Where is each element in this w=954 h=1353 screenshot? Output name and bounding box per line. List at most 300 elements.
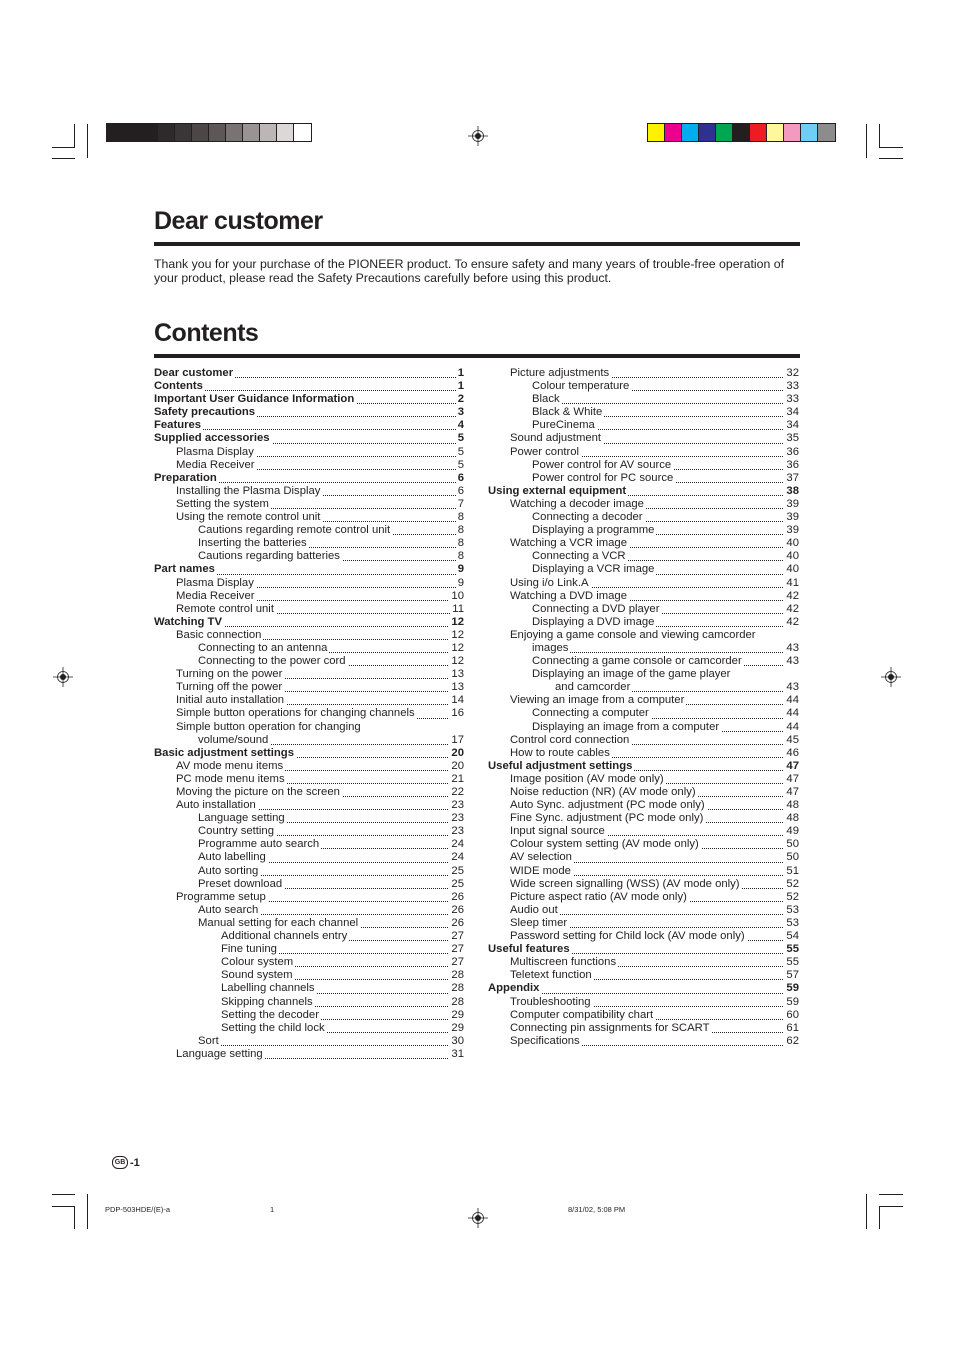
toc-entry-title: Computer compatibility chart <box>510 1008 654 1021</box>
registration-mark-icon <box>53 667 73 687</box>
toc-entry[interactable] <box>488 1022 799 1035</box>
toc-entry-page: 34 <box>786 406 799 419</box>
toc-entry-title: Colour system <box>221 956 294 969</box>
toc-entry-title: Wide screen signalling (WSS) (AV mode only) <box>510 877 740 890</box>
toc-entry[interactable] <box>154 982 464 995</box>
toc-entry[interactable] <box>154 367 464 380</box>
heading-contents: Contents <box>154 319 259 347</box>
toc-entry-page: 42 <box>786 602 799 615</box>
color-swatch <box>209 124 226 141</box>
toc-entry[interactable] <box>488 668 799 681</box>
toc-entry-page: 12 <box>451 615 464 628</box>
toc-entry[interactable] <box>154 1009 464 1022</box>
toc-entry[interactable] <box>154 878 464 891</box>
toc-entry[interactable] <box>154 393 464 406</box>
toc-entry-title: Power control for AV source <box>532 458 672 471</box>
toc-entry-title: Sound adjustment <box>510 432 602 445</box>
color-swatch <box>192 124 209 141</box>
toc-entry-page: 47 <box>786 759 799 772</box>
toc-entry-title: Power control for PC source <box>532 471 674 484</box>
toc-entry-title: Watching a DVD image <box>510 589 627 602</box>
toc-entry-page: 27 <box>451 930 464 943</box>
toc-entry[interactable] <box>154 825 464 838</box>
toc-entry-page: 8 <box>457 537 464 550</box>
footer-sheet: 1 <box>270 1205 275 1214</box>
toc-entry-page: 20 <box>451 746 464 759</box>
toc-entry-page: 11 <box>452 602 464 615</box>
toc-entry-title: Displaying a VCR image <box>532 563 655 576</box>
toc-entry-title: How to route cables <box>510 746 610 759</box>
toc-entry-title: Turning off the power <box>176 681 283 694</box>
toc-entry-page: 14 <box>451 694 464 707</box>
color-swatch <box>784 124 801 141</box>
toc-entry[interactable] <box>154 577 464 590</box>
toc-entry-title: Using external equipment <box>488 484 627 497</box>
toc-entry[interactable] <box>488 721 799 734</box>
registration-mark-icon <box>468 126 488 146</box>
toc-entry[interactable] <box>154 446 464 459</box>
toc-entry[interactable] <box>488 485 799 498</box>
toc-entry-page: 23 <box>451 799 464 812</box>
toc-entry-title: Skipping channels <box>221 995 313 1008</box>
toc-entry[interactable] <box>488 996 799 1009</box>
toc-entry-title: Supplied accessories <box>154 432 270 445</box>
toc-entry-title: PC mode menu items <box>176 772 285 785</box>
toc-entry-page: 54 <box>786 930 799 943</box>
color-swatch <box>818 124 835 141</box>
toc-entry-page: 28 <box>451 969 464 982</box>
color-swatch <box>107 124 124 141</box>
toc-entry[interactable] <box>488 812 799 825</box>
toc-entry-title: Specifications <box>510 1034 580 1047</box>
toc-entry-page: 23 <box>451 825 464 838</box>
toc-entry-title: Fine Sync. adjustment (PC mode only) <box>510 812 704 825</box>
toc-entry[interactable] <box>154 1035 464 1048</box>
toc-entry-page: 5 <box>457 432 464 445</box>
toc-entry[interactable] <box>488 590 799 603</box>
toc-entry-page: 6 <box>457 484 464 497</box>
toc-entry-title: Labelling channels <box>221 982 315 995</box>
toc-entry[interactable] <box>488 511 799 524</box>
toc-entry-title: Watching a VCR image <box>510 537 627 550</box>
toc-entry-title: WIDE mode <box>510 864 571 877</box>
toc-entry-title: Control cord connection <box>510 733 630 746</box>
toc-entry-page: 53 <box>786 903 799 916</box>
toc-entry-page: 9 <box>457 576 464 589</box>
toc-entry-title: Dear customer <box>154 367 234 379</box>
toc-entry-page: 27 <box>451 943 464 956</box>
toc-entry-title: Image position (AV mode only) <box>510 772 664 785</box>
color-swatch <box>716 124 733 141</box>
toc-entry-page: 44 <box>786 720 799 733</box>
toc-entry-page: 52 <box>786 877 799 890</box>
page-number <box>112 1156 140 1169</box>
toc-entry[interactable] <box>488 969 799 982</box>
toc-entry-title: Manual setting for each channel <box>198 916 359 929</box>
toc-entry[interactable] <box>488 550 799 563</box>
toc-entry-title: Media Receiver <box>176 458 255 471</box>
language-badge: GB <box>112 1156 128 1169</box>
toc-entry-page: 45 <box>786 733 799 746</box>
toc-entry-page: 24 <box>451 838 464 851</box>
toc-entry[interactable] <box>488 459 799 472</box>
toc-column-left <box>154 367 464 1061</box>
toc-entry-title: Auto Sync. adjustment (PC mode only) <box>510 799 705 812</box>
toc-entry-title: volume/sound <box>198 733 269 746</box>
toc-entry-title: Connecting a VCR <box>532 550 626 563</box>
toc-entry[interactable] <box>154 747 464 760</box>
toc-entry-page: 48 <box>786 812 799 825</box>
toc-entry[interactable] <box>488 367 799 380</box>
toc-entry-title: Multiscreen functions <box>510 956 617 969</box>
toc-entry-page: 27 <box>451 956 464 969</box>
toc-entry[interactable] <box>154 629 464 642</box>
color-swatch <box>294 124 311 141</box>
toc-entry[interactable] <box>154 1048 464 1061</box>
toc-entry-title: Setting the child lock <box>221 1021 325 1034</box>
toc-entry-page: 43 <box>786 655 799 668</box>
toc-entry-page: 6 <box>457 471 464 484</box>
toc-entry-page: 42 <box>786 589 799 602</box>
toc-entry[interactable] <box>154 943 464 956</box>
toc-entry-page: 48 <box>786 799 799 812</box>
toc-entry-page: 31 <box>451 1047 464 1060</box>
toc-entry-page: 8 <box>457 511 464 524</box>
registration-mark-icon <box>881 667 901 687</box>
toc-entry[interactable] <box>488 760 799 773</box>
toc-entry-page: 52 <box>786 890 799 903</box>
toc-entry[interactable] <box>488 851 799 864</box>
toc-entry-page: 44 <box>786 707 799 720</box>
toc-entry-page: 43 <box>786 681 799 694</box>
toc-entry-title: Initial auto installation <box>176 694 285 707</box>
toc-entry[interactable] <box>488 681 799 694</box>
toc-entry-title: Preset download <box>198 877 283 890</box>
toc-entry[interactable] <box>488 943 799 956</box>
toc-entry[interactable] <box>488 432 799 445</box>
toc-entry-page: 47 <box>786 786 799 798</box>
toc-entry[interactable] <box>154 563 464 576</box>
toc-entry-page: 40 <box>786 537 799 550</box>
toc-entry[interactable] <box>154 904 464 917</box>
toc-entry-page: 44 <box>786 694 799 707</box>
toc-entry-page: 39 <box>786 497 799 510</box>
toc-entry-title: Watching a decoder image <box>510 497 644 510</box>
toc-entry[interactable] <box>154 799 464 812</box>
toc-entry-title: Enjoying a game console and viewing camcorder <box>510 628 756 641</box>
toc-leader-dots <box>198 1045 464 1046</box>
toc-entry[interactable] <box>488 537 799 550</box>
toc-entry-page: 20 <box>451 759 464 772</box>
toc-entry-title: Sound system <box>221 969 293 982</box>
toc-entry-page: 25 <box>451 864 464 877</box>
toc-entry-title: Fine tuning <box>221 943 277 956</box>
toc-entry[interactable] <box>488 838 799 851</box>
toc-entry-page: 4 <box>457 419 464 432</box>
toc-entry-page: 62 <box>786 1034 799 1047</box>
toc-entry[interactable] <box>154 917 464 930</box>
toc-entry-page: 8 <box>457 550 464 563</box>
toc-entry[interactable] <box>154 851 464 864</box>
toc-entry[interactable] <box>154 498 464 511</box>
toc-entry-page: 51 <box>786 864 799 877</box>
color-swatch <box>648 124 665 141</box>
toc-entry-title: AV mode menu items <box>176 759 284 772</box>
toc-entry-page: 8 <box>457 524 464 537</box>
toc-entry[interactable] <box>488 982 799 995</box>
toc-entry[interactable] <box>488 891 799 904</box>
toc-entry[interactable] <box>154 996 464 1009</box>
toc-entry-title: Moving the picture on the screen <box>176 786 340 798</box>
toc-entry[interactable] <box>154 812 464 825</box>
toc-entry-title: Basic adjustment settings <box>154 746 294 759</box>
toc-entry[interactable] <box>154 537 464 550</box>
toc-entry[interactable] <box>488 577 799 590</box>
toc-entry[interactable] <box>154 590 464 603</box>
toc-entry-title: Part names <box>154 563 215 576</box>
toc-entry-page: 26 <box>451 903 464 916</box>
toc-entry-title: Contents <box>154 380 203 393</box>
toc-entry-page: 12 <box>451 655 464 668</box>
toc-entry-title: Appendix <box>488 982 540 995</box>
toc-entry[interactable] <box>488 563 799 576</box>
toc-entry[interactable] <box>154 760 464 773</box>
toc-entry[interactable] <box>154 511 464 524</box>
toc-entry-page: 49 <box>786 825 799 838</box>
toc-entry-title: Connecting to the power cord <box>198 655 346 668</box>
toc-entry[interactable] <box>154 891 464 904</box>
toc-entry-title: and camcorder <box>555 681 631 694</box>
toc-entry[interactable] <box>488 878 799 891</box>
toc-entry-page: 34 <box>786 419 799 432</box>
toc-entry-title: Black & White <box>532 406 603 419</box>
toc-entry[interactable] <box>154 419 464 432</box>
color-swatch <box>750 124 767 141</box>
toc-entry[interactable] <box>488 747 799 760</box>
toc-entry[interactable] <box>488 419 799 432</box>
toc-entry-page: 1 <box>457 380 464 393</box>
toc-entry-title: images <box>532 641 569 654</box>
toc-entry-title: Safety precautions <box>154 406 256 419</box>
toc-entry-title: Displaying an image of the game player <box>532 668 731 681</box>
color-swatch <box>260 124 277 141</box>
toc-entry-page: 60 <box>786 1008 799 1021</box>
toc-entry[interactable] <box>154 1022 464 1035</box>
toc-entry[interactable] <box>488 629 799 642</box>
toc-entry[interactable] <box>154 786 464 799</box>
toc-entry-title: PureCinema <box>532 419 595 432</box>
toc-entry-page: 30 <box>451 1034 464 1047</box>
toc-entry-page: 22 <box>451 786 464 798</box>
toc-entry[interactable] <box>488 642 799 655</box>
toc-entry[interactable] <box>488 393 799 406</box>
toc-entry-page: 38 <box>786 484 799 497</box>
toc-entry-page: 55 <box>786 956 799 969</box>
toc-entry-page: 26 <box>451 890 464 903</box>
toc-entry[interactable] <box>154 472 464 485</box>
toc-entry[interactable] <box>154 550 464 563</box>
grayscale-calibration-bar <box>106 123 312 142</box>
toc-entry-page: 1 <box>457 367 464 379</box>
toc-entry[interactable] <box>154 707 464 720</box>
toc-entry-title: Programme auto search <box>198 838 320 851</box>
toc-entry[interactable] <box>488 865 799 878</box>
toc-entry[interactable] <box>488 446 799 459</box>
color-swatch <box>767 124 784 141</box>
toc-entry-title: Cautions regarding remote control unit <box>198 524 391 537</box>
toc-entry-page: 35 <box>786 432 799 445</box>
toc-entry[interactable] <box>488 498 799 511</box>
toc-entry-title: Watching TV <box>154 615 222 628</box>
toc-entry-title: Connecting a DVD player <box>532 602 660 615</box>
toc-entry[interactable] <box>154 681 464 694</box>
toc-entry[interactable] <box>154 380 464 393</box>
toc-entry-page: 3 <box>457 406 464 419</box>
toc-entry-title: Input signal source <box>510 825 605 838</box>
toc-entry[interactable] <box>154 773 464 786</box>
toc-entry[interactable] <box>154 655 464 668</box>
toc-entry[interactable] <box>488 825 799 838</box>
toc-entry-page: 39 <box>786 524 799 537</box>
toc-entry-page: 43 <box>786 641 799 654</box>
toc-entry[interactable] <box>488 524 799 537</box>
toc-entry[interactable] <box>154 616 464 629</box>
toc-entry[interactable] <box>488 406 799 419</box>
toc-entry[interactable] <box>154 969 464 982</box>
registration-mark-icon <box>468 1208 488 1228</box>
toc-entry[interactable] <box>488 694 799 707</box>
color-swatch <box>141 124 158 141</box>
toc-entry-page: 17 <box>451 733 464 746</box>
color-swatch <box>158 124 175 141</box>
toc-entry-page: 42 <box>786 615 799 628</box>
toc-entry[interactable] <box>488 472 799 485</box>
toc-entry-title: Auto labelling <box>198 851 266 864</box>
toc-entry-title: Simple button operation for changing <box>176 720 361 733</box>
toc-entry[interactable] <box>488 786 799 799</box>
footer-file: PDP-503HDE/(E)-a <box>105 1205 171 1214</box>
intro-paragraph: Thank you for your purchase of the PIONEER product. To ensure safety and many years of trouble-free operation of your product, please read the Safety Precautions carefully before using this product. <box>154 257 784 285</box>
toc-entry-title: Simple button operations for changing channels <box>176 707 415 720</box>
toc-entry-title: Turning on the power <box>176 668 283 681</box>
toc-entry-page: 33 <box>786 380 799 393</box>
toc-entry[interactable] <box>488 603 799 616</box>
toc-entry[interactable] <box>488 616 799 629</box>
toc-entry-page: 57 <box>786 969 799 982</box>
toc-entry-page: 33 <box>786 393 799 406</box>
toc-entry-title: Preparation <box>154 471 217 484</box>
toc-entry[interactable] <box>154 459 464 472</box>
toc-entry[interactable] <box>154 485 464 498</box>
toc-entry[interactable] <box>488 1009 799 1022</box>
toc-entry-title: Using the remote control unit <box>176 511 321 524</box>
toc-entry-title: Auto installation <box>176 799 256 812</box>
toc-entry-page: 12 <box>451 628 464 641</box>
color-swatch <box>699 124 716 141</box>
toc-entry-title: Auto sorting <box>198 864 259 877</box>
toc-entry-page: 7 <box>457 497 464 510</box>
toc-entry-page: 16 <box>451 707 464 720</box>
toc-entry[interactable] <box>488 655 799 668</box>
toc-entry-title: Useful features <box>488 943 570 956</box>
toc-entry-title: Setting the system <box>176 497 269 510</box>
toc-entry[interactable] <box>488 773 799 786</box>
toc-entry[interactable] <box>154 930 464 943</box>
toc-entry-title: Plasma Display <box>176 445 254 458</box>
heading-rule <box>154 242 800 246</box>
color-swatch <box>226 124 243 141</box>
toc-entry[interactable] <box>154 668 464 681</box>
color-swatch <box>682 124 699 141</box>
toc-entry[interactable] <box>154 734 464 747</box>
toc-entry-title: Connecting a decoder <box>532 511 643 524</box>
toc-entry[interactable] <box>154 956 464 969</box>
toc-entry[interactable] <box>154 642 464 655</box>
toc-entry[interactable] <box>154 603 464 616</box>
toc-entry[interactable] <box>488 707 799 720</box>
toc-entry[interactable] <box>154 865 464 878</box>
color-swatch <box>124 124 141 141</box>
toc-entry[interactable] <box>154 524 464 537</box>
toc-entry-page: 13 <box>451 681 464 694</box>
toc-entry[interactable] <box>488 917 799 930</box>
toc-entry-title: Useful adjustment settings <box>488 759 633 772</box>
toc-entry-page: 2 <box>457 393 464 406</box>
toc-entry-title: Installing the Plasma Display <box>176 484 321 497</box>
toc-entry-title: Setting the decoder <box>221 1008 319 1021</box>
toc-entry-title: Basic connection <box>176 628 262 641</box>
toc-entry[interactable] <box>154 406 464 419</box>
toc-entry-page: 59 <box>786 995 799 1008</box>
toc-entry-page: 10 <box>451 589 464 602</box>
toc-entry-title: Connecting to an antenna <box>198 641 328 654</box>
toc-entry-page: 28 <box>451 982 464 995</box>
toc-entry[interactable] <box>488 1035 799 1048</box>
toc-entry-title: AV selection <box>510 851 572 864</box>
toc-entry-page: 5 <box>457 445 464 458</box>
toc-entry-page: 13 <box>451 668 464 681</box>
toc-entry[interactable] <box>488 930 799 943</box>
toc-entry-title: Cautions regarding batteries <box>198 550 340 563</box>
toc-entry-title: Displaying an image from a computer <box>532 720 720 733</box>
toc-entry-title: Picture adjustments <box>510 367 610 379</box>
page-number-text: -1 <box>130 1156 140 1169</box>
toc-entry-page: 32 <box>786 367 799 379</box>
toc-entry[interactable] <box>488 799 799 812</box>
toc-entry[interactable] <box>488 956 799 969</box>
toc-entry[interactable] <box>154 838 464 851</box>
heading-dear-customer: Dear customer <box>154 207 323 235</box>
toc-entry-page: 47 <box>786 772 799 785</box>
toc-entry-title: Troubleshooting <box>510 995 591 1008</box>
toc-entry-title: Media Receiver <box>176 589 255 602</box>
toc-entry[interactable] <box>488 904 799 917</box>
toc-entry-title: Sort <box>198 1034 219 1047</box>
toc-entry[interactable] <box>154 694 464 707</box>
toc-entry[interactable] <box>488 734 799 747</box>
toc-entry[interactable] <box>488 380 799 393</box>
toc-entry[interactable] <box>154 432 464 445</box>
toc-entry-title: Language setting <box>198 812 285 825</box>
toc-entry-page: 21 <box>451 772 464 785</box>
toc-entry-title: Programme setup <box>176 890 266 903</box>
toc-entry-page: 50 <box>786 838 799 851</box>
color-swatch <box>175 124 192 141</box>
toc-entry-page: 26 <box>451 916 464 929</box>
toc-entry-page: 61 <box>786 1021 799 1034</box>
toc-entry[interactable] <box>154 721 464 734</box>
color-swatch <box>665 124 682 141</box>
